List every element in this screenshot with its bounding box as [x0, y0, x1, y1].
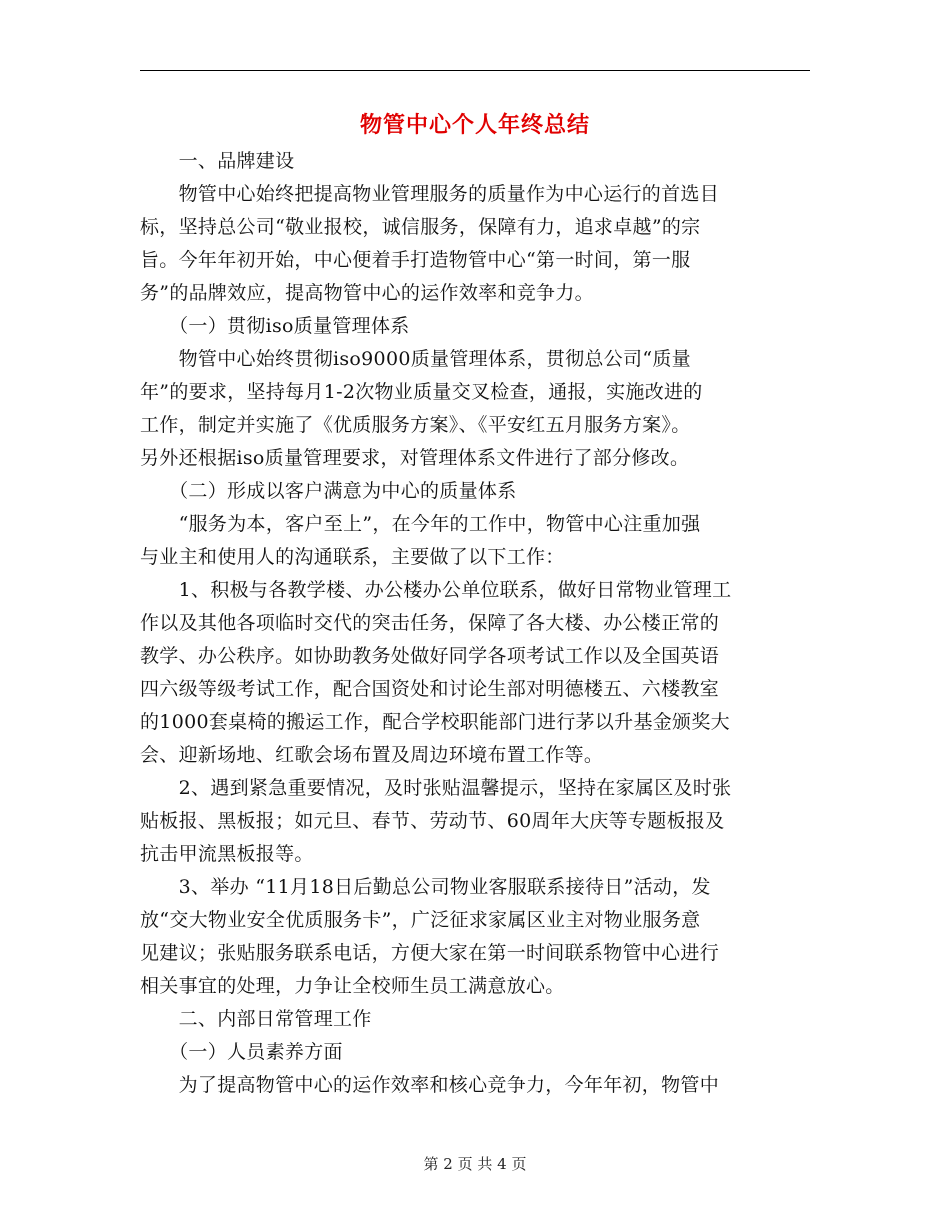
body-line: 与业主和使用人的沟通联系，主要做了以下工作： [140, 546, 565, 568]
body-line: 1、积极与各教学楼、办公楼办公单位联系，做好日常物业管理工 [140, 579, 732, 601]
body-line: 工作，制定并实施了《优质服务方案》、《平安红五月服务方案》。 [140, 414, 691, 436]
body-line: （一）贯彻iso质量管理体系 [140, 315, 410, 337]
body-line: 旨。今年年初开始，中心便着手打造物管中心“第一时间，第一服 [140, 249, 691, 271]
body-line: 一、品牌建设 [140, 150, 295, 172]
body-line: 的1000套桌椅的搬运工作，配合学校职能部门进行茅以升基金颁奖大 [140, 711, 730, 733]
body-line: 务”的品牌效应，提高物管中心的运作效率和竞争力。 [140, 282, 594, 304]
body-line: 3、举办 “11月18日后勤总公司物业客服联系接待日”活动，发 [140, 876, 711, 898]
body-line: 相关事宜的处理，力争让全校师生员工满意放心。 [140, 975, 565, 997]
page-number-footer: 第 2 页 共 4 页 [423, 1155, 527, 1173]
body-line: 教学、办公秩序。如协助教务处做好同学各项考试工作以及全国英语 [140, 645, 720, 667]
body-line: 物管中心始终贯彻iso9000质量管理体系，贯彻总公司“质量 [140, 348, 691, 370]
body-line: 另外还根据iso质量管理要求，对管理体系文件进行了部分修改。 [140, 447, 690, 469]
body-line: 标，坚持总公司“敬业报校，诚信服务，保障有力，追求卓越”的宗 [140, 216, 701, 238]
body-line: 四六级等级考试工作，配合国资处和讨论生部对明德楼五、六楼教室 [140, 678, 720, 700]
body-line: 会、迎新场地、红歌会场布置及周边环境布置工作等。 [140, 744, 604, 766]
body-line: 物管中心始终把提高物业管理服务的质量作为中心运行的首选目 [140, 183, 720, 205]
body-line: 见建议；张贴服务联系电话，方便大家在第一时间联系物管中心进行 [140, 942, 720, 964]
body-line: 放“交大物业安全优质服务卡”，广泛征求家属区业主对物业服务意 [140, 909, 701, 931]
body-line: （一）人员素养方面 [140, 1041, 343, 1063]
body-line: 年”的要求，坚持每月1-2次物业质量交叉检查，通报，实施改进的 [140, 381, 703, 403]
body-line: 二、内部日常管理工作 [140, 1008, 372, 1030]
body-line: 贴板报、黑板报；如元旦、春节、劳动节、60周年大庆等专题板报及 [140, 810, 725, 832]
document-title: 物管中心个人年终总结 [359, 112, 590, 138]
body-line: 作以及其他各项临时交代的突击任务，保障了各大楼、办公楼正常的 [140, 612, 720, 634]
header-rule [140, 70, 810, 71]
body-line: 2、遇到紧急重要情况，及时张贴温馨提示，坚持在家属区及时张 [140, 777, 732, 799]
body-line: 抗击甲流黑板报等。 [140, 843, 314, 865]
body-line: 为了提高物管中心的运作效率和核心竞争力，今年年初，物管中 [140, 1074, 720, 1096]
body-line: “服务为本，客户至上”，在今年的工作中，物管中心注重加强 [140, 513, 701, 535]
body-line: （二）形成以客户满意为中心的质量体系 [140, 480, 517, 502]
